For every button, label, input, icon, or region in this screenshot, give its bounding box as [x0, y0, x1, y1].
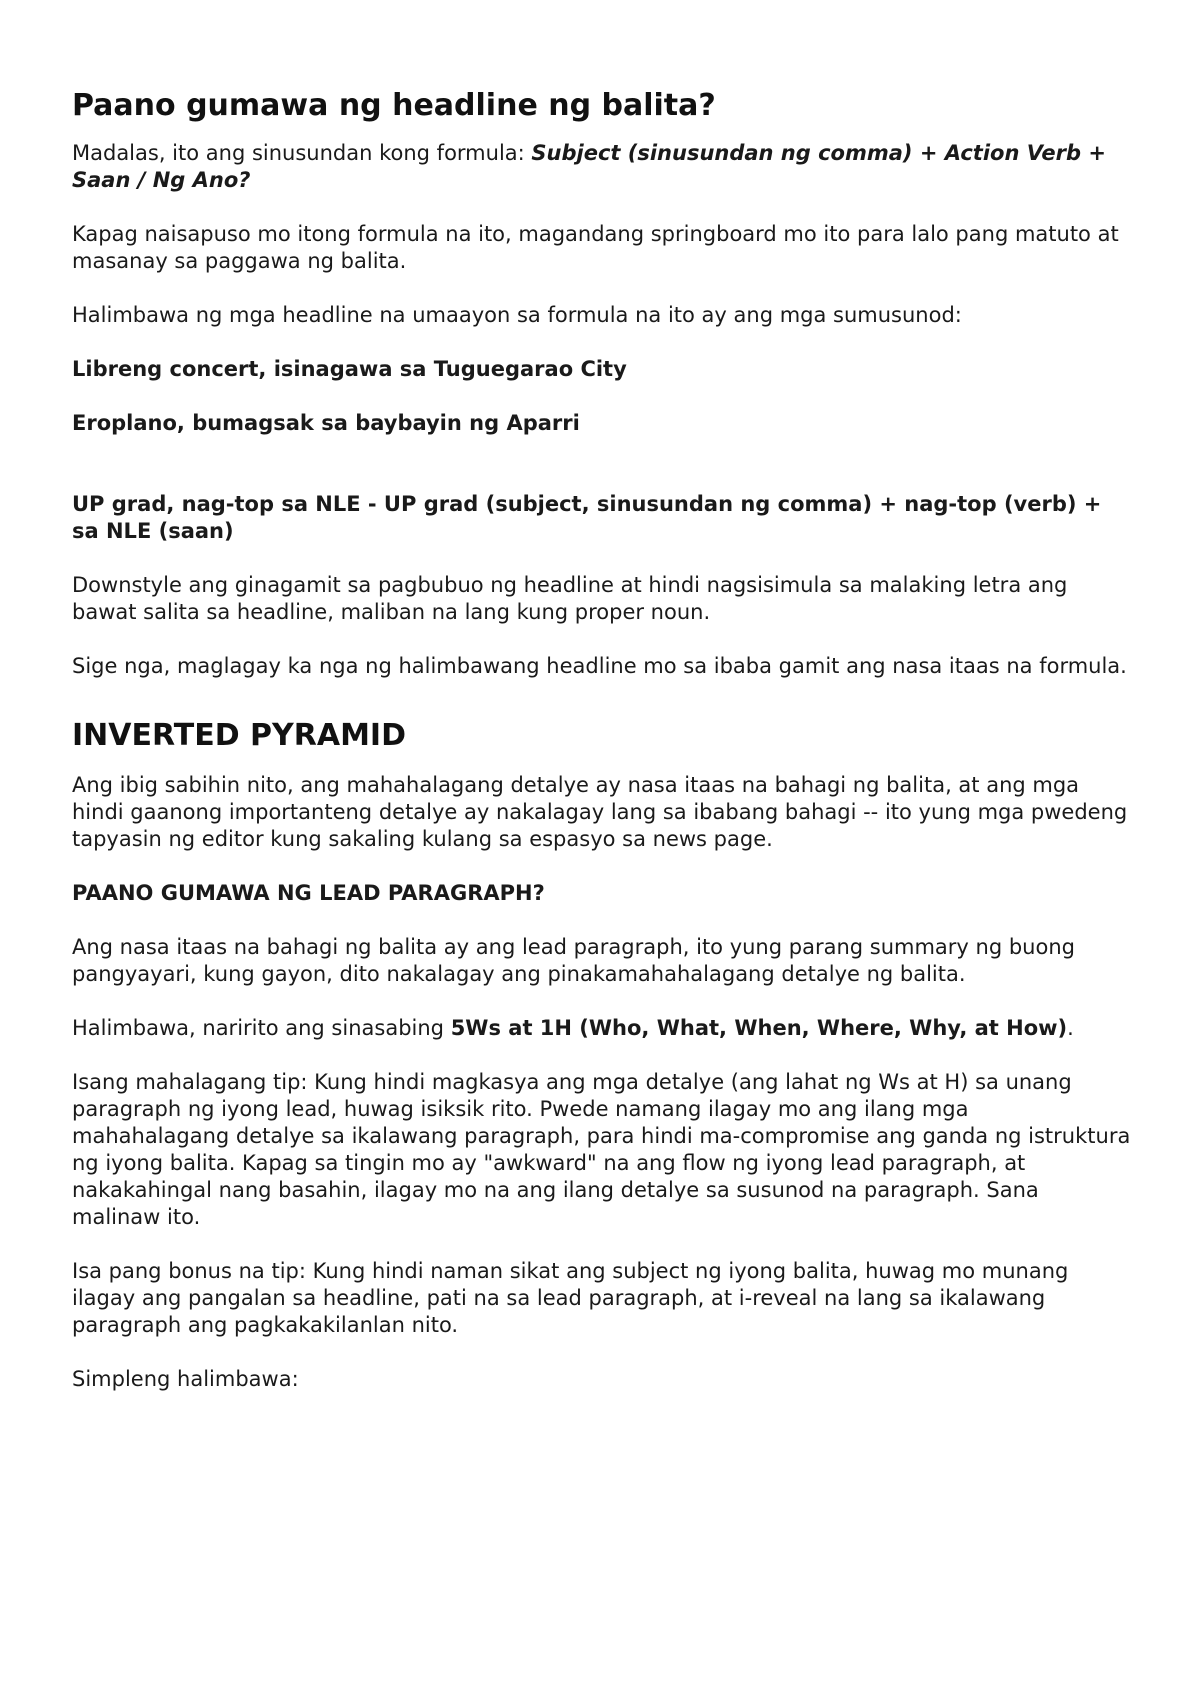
formula-text: Subject (sinusundan ng comma) + Action Verb + Saan / Ng Ano? [72, 141, 1106, 192]
formula-paragraph [72, 140, 1132, 194]
spacer [72, 464, 1132, 491]
headline-heading: Paano gumawa ng headline ng balita? [72, 88, 716, 123]
5ws-intro: Halimbawa, naririto ang sinasabing [72, 1016, 451, 1040]
springboard-paragraph: Kapag naisapuso mo itong formula na ito, magandang springboard mo ito para lalo pang matuto at masanay sa paggawa ng balita. [72, 222, 1119, 273]
downstyle-paragraph: Downstyle ang ginagamit sa pagbubuo ng headline at hindi nagsisimula sa malaking letra ang bawat salita sa headline, maliban na lang kung proper noun. [72, 573, 1068, 624]
formula-intro: Madalas, ito ang sinusundan kong formula: [72, 141, 532, 165]
inverted-pyramid-heading: INVERTED PYRAMID [72, 718, 406, 753]
simple-example-label: Simpleng halimbawa: [72, 1367, 299, 1391]
examples-intro-paragraph: Halimbawa ng mga headline na umaayon sa formula na ito ay ang mga sumusunod: [72, 303, 962, 327]
inverted-pyramid-paragraph: Ang ibig sabihin nito, ang mahahalagang detalye ay nasa itaas na bahagi ng balita, at ang mga hindi gaanong importanteng detalye ay nakalagay lang sa ibabang bahagi -- ito yung mga pwedeng tapyasin ng editor kung sakaling kulang sa espasyo sa news page. [72, 773, 1128, 851]
example-headline-2: Eroplano, bumagsak sa baybayin ng Aparri [72, 411, 580, 435]
5ws-end: . [1067, 1016, 1074, 1040]
bonus-tip-paragraph: Isa pang bonus na tip: Kung hindi naman sikat ang subject ng iyong balita, huwag mo munang ilagay ang pangalan sa headline, pati na sa lead paragraph, at i-reveal na lang sa ikalawang paragraph ang pagkakakilanlan nito. [72, 1259, 1069, 1337]
lead-paragraph-subheading: PAANO GUMAWA NG LEAD PARAGRAPH? [72, 881, 545, 905]
lead-definition-paragraph: Ang nasa itaas na bahagi ng balita ay ang lead paragraph, ito yung parang summary ng buong pangyayari, kung gayon, dito nakalagay ang pinakamahahalagang detalye ng balita. [72, 935, 1075, 986]
example-headline-3: UP grad, nag-top sa NLE - UP grad (subject, sinusundan ng comma) + nag-top (verb) + sa NLE (saan) [72, 492, 1102, 543]
exercise-paragraph: Sige nga, maglagay ka nga ng halimbawang headline mo sa ibaba gamit ang nasa itaas na formula. [72, 654, 1127, 678]
5ws-text: 5Ws at 1H (Who, What, When, Where, Why, at How) [450, 1016, 1068, 1040]
example-headline-1: Libreng concert, isinagawa sa Tuguegarao City [72, 357, 627, 381]
document-page [72, 86, 1132, 1420]
tip-paragraph: Isang mahalagang tip: Kung hindi magkasya ang mga detalye (ang lahat ng Ws at H) sa unang paragraph ng iyong lead, huwag isiksik rito. Pwede namang ilagay mo ang ilang mga mahahalagang detalye sa ikalawang paragraph, para hindi ma-compromise ang ganda ng istruktura ng iyong balita. Kapag sa tingin mo ay "awkward" na ang flow ng iyong lead paragraph, at nakakahingal nang basahin, ilagay mo na ang ilang detalye sa susunod na paragraph. Sana malinaw ito. [72, 1070, 1131, 1229]
5ws-paragraph [72, 1015, 1132, 1042]
